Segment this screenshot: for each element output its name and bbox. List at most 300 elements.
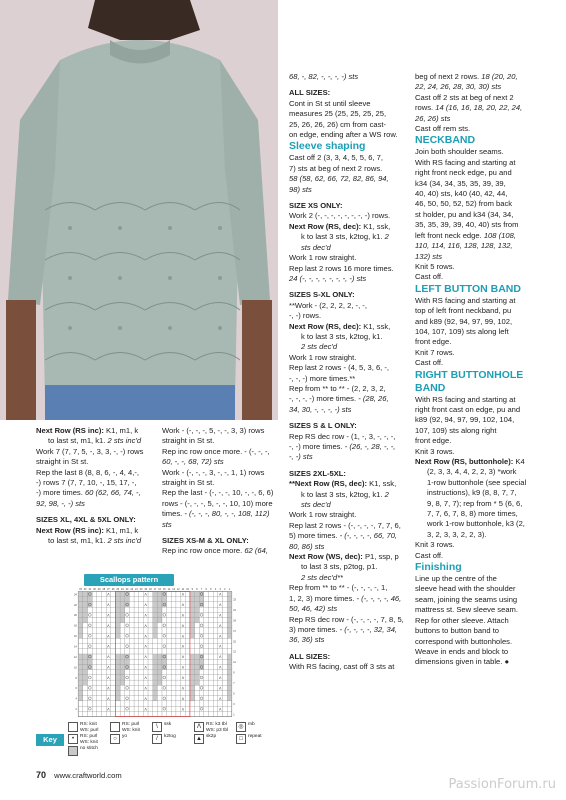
- pattern-line: [162, 457, 280, 467]
- section-heading: Sleeve shaping: [289, 140, 366, 153]
- no-stitch-cell: [227, 690, 232, 695]
- no-stitch-cell: [115, 591, 120, 596]
- no-stitch-cell: [78, 690, 83, 695]
- stitch-count: - (-, -, -, -, 32, 34,: [339, 624, 398, 634]
- pattern-line: [162, 468, 280, 478]
- line-text: -, -) more times.: [289, 442, 345, 451]
- pattern-line: [415, 317, 555, 327]
- row-label: Next Row (RS inc):: [36, 525, 104, 535]
- pattern-line: [289, 594, 413, 604]
- no-stitch-cell: [125, 597, 130, 602]
- no-stitch-cell: [153, 690, 158, 695]
- no-stitch-cell: [115, 612, 120, 617]
- no-stitch-cell: [162, 654, 167, 659]
- stitch-count: - (28, 26,: [358, 394, 389, 404]
- pattern-line: [415, 457, 555, 467]
- key-item: [152, 734, 192, 749]
- stitch-symbol: Λ: [107, 613, 110, 618]
- pattern-line: [289, 274, 413, 284]
- no-stitch-cell: [190, 612, 195, 617]
- column-number: 19: [144, 588, 148, 592]
- pattern-line: [415, 72, 555, 82]
- line-text: and k89 (92, 94, 97, 99, 102,: [415, 316, 513, 326]
- key-symbol-icon: □: [236, 734, 246, 744]
- no-stitch-cell: [199, 597, 204, 602]
- stitch-count: - (-, -, -, -, 66, 70,: [339, 531, 398, 541]
- stitch-symbol: Λ: [107, 707, 110, 712]
- no-stitch-cell: [115, 623, 120, 628]
- pattern-line: [289, 130, 413, 140]
- line-text: Rep from ** to ** - (2, 2, 3, 2,: [289, 383, 386, 393]
- no-stitch-cell: [83, 607, 88, 612]
- no-stitch-cell: [83, 659, 88, 664]
- pattern-line: [289, 521, 413, 531]
- pattern-line: [162, 478, 280, 488]
- pattern-line: [415, 488, 555, 498]
- pattern-line: [289, 604, 413, 614]
- no-stitch-cell: [153, 612, 158, 617]
- line-text: Rep inc row once more.: [162, 546, 245, 556]
- column-number: 17: [153, 588, 157, 592]
- key-text: sk2p: [206, 734, 217, 739]
- stitch-count: 14 (16, 16, 18, 20, 22, 24,: [435, 103, 523, 113]
- no-stitch-cell: [87, 664, 92, 669]
- column-number: 16: [158, 588, 162, 592]
- line-text: top of left front neckband, pu: [415, 306, 512, 316]
- column-number: 27: [107, 588, 110, 592]
- pattern-line: [36, 468, 160, 478]
- stitch-symbol: Λ: [144, 676, 147, 681]
- pattern-line: [289, 374, 413, 384]
- no-stitch-cell: [87, 659, 92, 664]
- pattern-line: [289, 432, 413, 442]
- no-stitch-cell: [162, 597, 167, 602]
- stitch-count: 24 (-, -, -, -, -, -, -, -) sts: [289, 273, 367, 283]
- no-stitch-cell: [190, 623, 195, 628]
- stitch-symbol: Λ: [181, 603, 185, 608]
- row-number: 5: [233, 692, 235, 696]
- no-stitch-cell: [190, 664, 195, 669]
- stitch-symbol: Λ: [181, 623, 185, 628]
- pattern-line: [289, 120, 413, 130]
- line-text: Work 1 row straight.: [289, 510, 357, 520]
- no-stitch-cell: [227, 675, 232, 680]
- no-stitch-cell: [120, 602, 125, 607]
- no-stitch-cell: [78, 607, 83, 612]
- pattern-line: [415, 358, 555, 368]
- pattern-line: [289, 500, 413, 510]
- no-stitch-cell: [195, 612, 200, 617]
- line-text: sleeve head with the shoulder: [415, 584, 516, 594]
- line-text: to last st, m1, k1.: [48, 536, 108, 546]
- stitch-symbol: Λ: [144, 613, 147, 618]
- no-stitch-cell: [153, 685, 158, 690]
- column-number: 21: [135, 588, 138, 592]
- row-label: Next Row (WS, dec):: [289, 552, 363, 562]
- no-stitch-cell: [87, 654, 92, 659]
- key-symbol-icon: [110, 722, 120, 732]
- no-stitch-cell: [115, 696, 120, 701]
- stitch-symbol: Λ: [181, 665, 185, 670]
- pattern-line: [289, 510, 413, 520]
- pattern-line: [289, 72, 413, 82]
- pattern-line: [415, 657, 555, 667]
- no-stitch-cell: [227, 618, 232, 623]
- stitch-count: 68, -, 82, -, -, -, -) sts: [289, 72, 359, 81]
- stitch-count: 22, 24, 26, 28, 30, 30) sts: [415, 82, 502, 92]
- line-text: left front neck edge.: [415, 230, 484, 240]
- key-text: ssk: [164, 722, 172, 727]
- stitch-count: 36, 36) sts: [289, 635, 325, 645]
- key-text: WS: knit: [80, 739, 98, 745]
- no-stitch-cell: [199, 664, 204, 669]
- stitch-count: 2: [384, 489, 389, 499]
- pattern-line: [415, 168, 555, 178]
- line-text: Cast off 2 sts at beg of next 2: [415, 92, 514, 102]
- no-stitch-cell: [190, 591, 195, 596]
- line-text: k to last 3 sts, k2tog, k1.: [301, 232, 385, 242]
- line-text: Rep from ** to ** - (-, -, -, -, 1,: [289, 583, 388, 593]
- no-stitch-cell: [199, 591, 204, 596]
- no-stitch-cell: [227, 685, 232, 690]
- key-item: [236, 734, 276, 749]
- pattern-line: [415, 616, 555, 626]
- no-stitch-cell: [83, 664, 88, 669]
- pattern-line: [415, 478, 555, 488]
- row-number: 3: [233, 702, 235, 706]
- stitch-symbol: Λ: [107, 592, 110, 597]
- pattern-line: [415, 574, 555, 584]
- stitch-symbol: Λ: [144, 655, 147, 660]
- no-stitch-cell: [190, 685, 195, 690]
- line-text: -, -) rows.: [289, 311, 322, 321]
- pattern-line: [36, 536, 160, 546]
- line-text: right front cast on edge, pu and: [415, 404, 521, 414]
- pattern-line: [289, 311, 413, 321]
- key-text: RS: knit: [80, 722, 97, 727]
- pattern-line: [415, 124, 555, 134]
- line-text: k89 (92, 94, 97, 99, 102, 104,: [415, 415, 515, 425]
- stitch-symbol: Λ: [144, 603, 147, 608]
- row-number: 2: [75, 708, 77, 712]
- key-item: [110, 734, 150, 749]
- pattern-line: [415, 540, 555, 550]
- no-stitch-cell: [78, 675, 83, 680]
- line-text: 107, 109) sts along right: [415, 425, 497, 435]
- no-stitch-cell: [87, 602, 92, 607]
- line-text: Cast off.: [415, 550, 444, 560]
- line-text: Work - (-, -, -, 3, -, -, 1, 1) rows: [162, 467, 265, 477]
- line-text: Cont in St st until sleeve: [289, 98, 371, 108]
- pattern-line: [289, 322, 413, 332]
- pattern-col-1: [36, 426, 160, 546]
- no-stitch-cell: [153, 628, 158, 633]
- stitch-symbol: Λ: [107, 644, 110, 649]
- line-text: 104, 107, 109) sts along left: [415, 326, 509, 336]
- pattern-line: [36, 478, 160, 488]
- line-text: Work 2 (-, -, -, -, -, -, -, -) rows.: [289, 211, 391, 221]
- row-text: P1, ssp, p: [362, 552, 399, 562]
- pattern-line: [415, 647, 555, 657]
- no-stitch-cell: [157, 670, 162, 675]
- stitch-symbol: Λ: [181, 592, 185, 597]
- column-number: 31: [88, 588, 92, 592]
- key-text: WS: p3 tbl: [206, 727, 229, 733]
- no-stitch-cell: [153, 623, 158, 628]
- pattern-line: [36, 488, 160, 498]
- pattern-line: [289, 222, 413, 232]
- stitch-count: 2 sts inc'd: [107, 536, 142, 546]
- line-text: 40, 40) sts, k40 (40, 42, 44,: [415, 189, 508, 199]
- row-number: 1: [233, 713, 235, 717]
- stitch-symbol: Λ: [219, 613, 222, 618]
- no-stitch-cell: [78, 659, 83, 664]
- line-text: 7) sts at beg of next 2 rows.: [289, 163, 383, 173]
- row-number: 17: [233, 629, 236, 633]
- stitch-symbol: Λ: [219, 696, 222, 701]
- no-stitch-cell: [190, 618, 195, 623]
- line-text: 3) more times.: [289, 624, 340, 634]
- no-stitch-cell: [199, 602, 204, 607]
- stitch-symbol: Λ: [144, 592, 147, 597]
- chart-title: Scallops pattern: [84, 574, 174, 586]
- no-stitch-cell: [153, 696, 158, 701]
- line-text: 25, 26, 26, 26) cm from cast-: [289, 119, 387, 129]
- row-label: Next Row (RS inc):: [36, 426, 104, 435]
- no-stitch-cell: [190, 602, 195, 607]
- pattern-line: [415, 147, 555, 157]
- pattern-line: [289, 353, 413, 363]
- no-stitch-cell: [157, 675, 162, 680]
- column-number: 11: [181, 588, 185, 592]
- line-text: Weave in ends and block to: [415, 646, 509, 656]
- pattern-line: [289, 635, 413, 645]
- pattern-line: [162, 509, 280, 530]
- pattern-line: [289, 253, 413, 263]
- no-stitch-cell: [153, 607, 158, 612]
- no-stitch-cell: [157, 659, 162, 664]
- line-text: front edge.: [415, 436, 452, 446]
- pattern-line: [289, 164, 413, 174]
- no-stitch-cell: [227, 591, 232, 596]
- stitch-symbol: Λ: [219, 707, 222, 712]
- line-text: -) more times.: [36, 488, 85, 498]
- pattern-line: [415, 231, 555, 241]
- row-label: Next Row (RS, dec):: [289, 321, 362, 331]
- pattern-line: [289, 109, 413, 119]
- line-text: 1, 2, 3) more times.: [289, 593, 357, 603]
- no-stitch-cell: [120, 607, 125, 612]
- row-number: 19: [233, 619, 236, 623]
- row-number: 24: [74, 593, 77, 597]
- no-stitch-cell: [125, 602, 130, 607]
- row-number: 11: [233, 661, 236, 665]
- line-text: st holder, pu and k34 (34, 34,: [415, 209, 514, 219]
- row-number: 4: [75, 697, 77, 701]
- no-stitch-cell: [115, 659, 120, 664]
- line-text: rows.: [415, 103, 436, 113]
- page-number: 70: [36, 770, 47, 780]
- pattern-line: [36, 436, 160, 446]
- line-text: Cast off.: [415, 272, 444, 282]
- key-item: [194, 734, 234, 749]
- no-stitch-cell: [162, 659, 167, 664]
- size-heading: SIZES 2XL-5XL:: [289, 468, 346, 478]
- pattern-line: [289, 99, 413, 109]
- no-stitch-cell: [83, 602, 88, 607]
- stitch-count: 50, 46, 42) sts: [289, 604, 338, 614]
- line-text: correspond with buttonholes.: [415, 636, 513, 646]
- line-text: Rep inc row once more. - (-, -, -,: [162, 446, 270, 456]
- no-stitch-cell: [227, 628, 232, 633]
- pattern-line: [415, 530, 555, 540]
- no-stitch-cell: [195, 670, 200, 675]
- stitch-symbol: Λ: [107, 623, 110, 628]
- pattern-line: [289, 153, 413, 163]
- line-text: 35, 35, 39, 39, 40, 40) sts from: [415, 220, 519, 230]
- section-heading: RIGHT BUTTONHOLE: [415, 368, 524, 381]
- cardigan-back-photo: [0, 0, 278, 420]
- no-stitch-cell: [78, 664, 83, 669]
- line-text: straight in St st.: [162, 478, 215, 488]
- no-stitch-cell: [115, 685, 120, 690]
- no-stitch-cell: [78, 685, 83, 690]
- no-stitch-cell: [157, 654, 162, 659]
- pattern-line: [162, 426, 280, 436]
- line-text: Cast off 2 (3, 3, 4, 5, 5, 6, 7,: [289, 153, 383, 163]
- pattern-line: [415, 584, 555, 594]
- line-text: 9, 8, 7, 7); rep from * 5 (6, 6,: [427, 498, 523, 508]
- pattern-line: [415, 114, 555, 124]
- column-number: 29: [97, 588, 101, 592]
- column-number: 20: [139, 588, 143, 592]
- key-symbol-icon: •: [68, 734, 78, 744]
- pattern-line: [415, 519, 555, 529]
- line-text: straight in St st.: [36, 457, 89, 467]
- no-stitch-cell: [115, 664, 120, 669]
- pattern-line: [415, 637, 555, 647]
- stitch-symbol: Λ: [181, 686, 185, 691]
- no-stitch-cell: [120, 597, 125, 602]
- sizes-heading: SIZES XS-M & XL ONLY:: [162, 536, 249, 546]
- pattern-line: [415, 395, 555, 405]
- line-text: Knit 3 rows.: [415, 540, 455, 550]
- pattern-line: [415, 605, 555, 615]
- row-number: 23: [233, 598, 236, 602]
- no-stitch-cell: [115, 597, 120, 602]
- pattern-line: [415, 626, 555, 636]
- no-stitch-cell: [195, 602, 200, 607]
- stitch-count: sts dec'd: [301, 242, 331, 252]
- key-symbol-icon: Λ: [194, 722, 204, 732]
- line-text: k to last 3 sts, k2tog, k1.: [301, 331, 383, 341]
- no-stitch-cell: [153, 680, 158, 685]
- line-text: Work 1 row straight.: [289, 253, 357, 263]
- stitch-symbol: Λ: [181, 634, 185, 639]
- no-stitch-cell: [153, 664, 158, 669]
- column-number: 6: [205, 588, 207, 592]
- no-stitch-cell: [83, 670, 88, 675]
- stitch-symbol: Λ: [144, 707, 147, 712]
- no-stitch-cell: [195, 591, 200, 596]
- line-text: Rep last 2 rows 16 more times.: [289, 263, 394, 273]
- column-number: 8: [196, 588, 198, 592]
- stitch-symbol: Λ: [181, 696, 185, 701]
- pattern-line: [36, 526, 160, 536]
- line-text: buttons to button band to: [415, 626, 500, 636]
- stitch-count: 98) sts: [289, 184, 312, 194]
- key-label: Key: [36, 734, 64, 746]
- pattern-line: [289, 174, 413, 184]
- no-stitch-cell: [157, 618, 162, 623]
- no-stitch-cell: [120, 680, 125, 685]
- pattern-line: [415, 551, 555, 561]
- pattern-line: [289, 185, 413, 195]
- no-stitch-cell: [78, 623, 83, 628]
- pattern-line: [415, 509, 555, 519]
- no-stitch-cell: [153, 670, 158, 675]
- no-stitch-cell: [125, 591, 130, 596]
- stitch-symbol: Λ: [181, 676, 185, 681]
- no-stitch-cell: [120, 612, 125, 617]
- line-text: on edge, ending after a WS row.: [289, 130, 398, 140]
- column-number: 14: [167, 588, 171, 592]
- line-text: Cast off rem sts.: [415, 124, 471, 134]
- row-number: 21: [233, 608, 236, 612]
- row-number: 10: [74, 666, 77, 670]
- row-label: Next Row (RS, dec):: [289, 221, 362, 231]
- line-text: rows - (-, -, -, 5, -, -, 10, 10) more: [162, 498, 273, 508]
- no-stitch-cell: [78, 628, 83, 633]
- stitch-count: - (-, -, -, 80, -, -, 108, 112) sts: [162, 509, 270, 529]
- pattern-line: [289, 562, 413, 572]
- no-stitch-cell: [153, 602, 158, 607]
- column-number: 9: [191, 588, 193, 592]
- no-stitch-cell: [190, 654, 195, 659]
- no-stitch-cell: [227, 607, 232, 612]
- no-stitch-cell: [199, 654, 204, 659]
- line-text: Rep RS dec row - (-, -, -, -, 7, 8, 5,: [289, 614, 404, 624]
- stitch-symbol: Λ: [219, 686, 222, 691]
- row-number: 15: [233, 640, 236, 644]
- no-stitch-cell: [83, 591, 88, 596]
- pattern-line: [289, 232, 413, 242]
- line-text: seam, joining the seams using: [415, 594, 518, 604]
- chart-key: [68, 722, 280, 758]
- no-stitch-cell: [227, 696, 232, 701]
- pattern-col-3: [289, 72, 413, 673]
- line-text: measures 25 (25, 25, 25, 25,: [289, 109, 387, 119]
- pattern-line: [415, 306, 555, 316]
- watermark: PassionForum.ru: [448, 777, 556, 792]
- no-stitch-cell: [227, 664, 232, 669]
- stitch-symbol: Λ: [181, 655, 185, 660]
- no-stitch-cell: [78, 618, 83, 623]
- section-heading: BAND: [415, 381, 446, 394]
- pattern-line: [162, 546, 280, 556]
- pattern-line: [415, 499, 555, 509]
- stitch-symbol: Λ: [181, 613, 185, 618]
- key-symbol-icon: ▲: [194, 734, 204, 744]
- stitch-symbol: Λ: [219, 644, 222, 649]
- pattern-line: [36, 426, 160, 436]
- row-number: 22: [74, 603, 77, 607]
- no-stitch-cell: [227, 612, 232, 617]
- stitch-count: 80, 86) sts: [289, 541, 325, 551]
- no-stitch-cell: [78, 654, 83, 659]
- column-number: 12: [176, 588, 180, 592]
- pattern-line: [415, 252, 555, 262]
